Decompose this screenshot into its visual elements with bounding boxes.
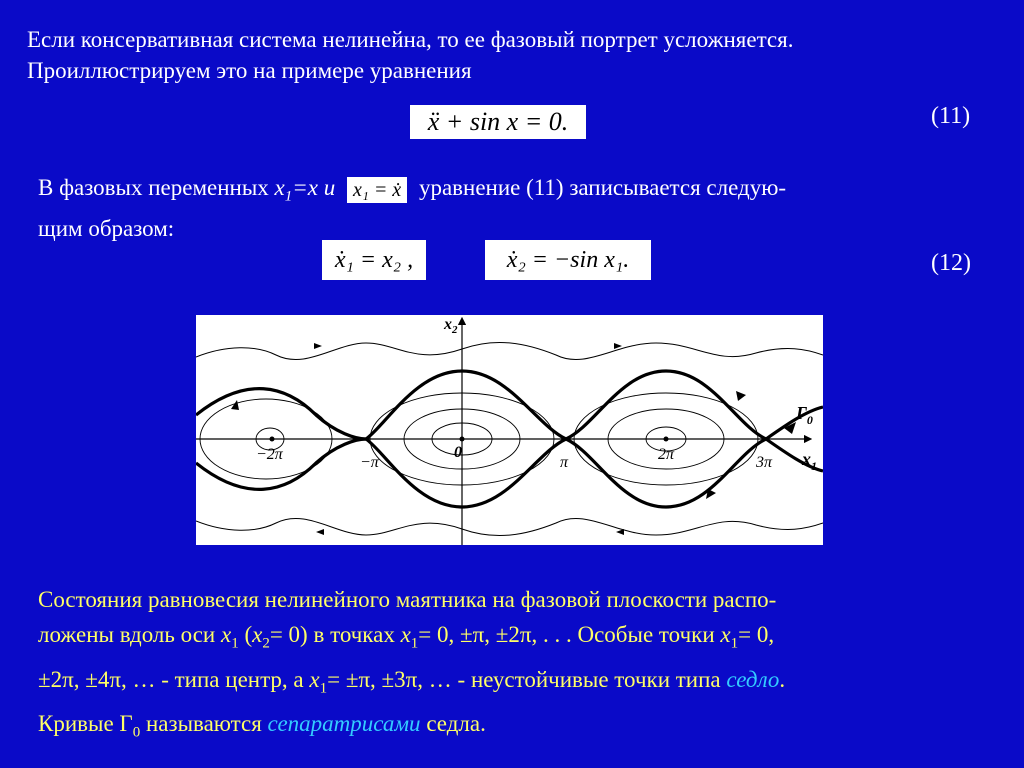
- flow-arrow-top-2: [614, 343, 622, 349]
- equation-11-number: (11): [931, 103, 971, 129]
- phase-sub-1: 1: [284, 188, 293, 205]
- phase-var-x: x: [274, 175, 285, 200]
- label-minus-pi: −π: [360, 454, 379, 471]
- conclusion-paragraph: [38, 582, 998, 751]
- phase-text-2: уравнение (11) записывается следую-: [418, 175, 787, 200]
- center-point-2pi: [664, 437, 669, 442]
- phase-line-2: щим образом:: [38, 215, 175, 241]
- conclusion-line-2: ложены вдоль оси $x_1$ $(x_2= 0)$ в точках $x_1= 0$, ±π, ±2π, . . . Особые точки $x_1= 0$,: [38, 622, 775, 652]
- label-axis-y: $x_2$: [444, 316, 458, 336]
- phase-paragraph: [38, 172, 998, 244]
- equation-11-text: ẍ + sin x = 0.: [427, 107, 569, 136]
- term-separatrices: сепаратрисами: [267, 711, 421, 737]
- equation-11: [410, 105, 586, 139]
- outer-trajectory-bottom: [196, 518, 823, 535]
- term-saddle: седло: [726, 666, 780, 692]
- phase-text-1: В фазовых переменных: [38, 175, 275, 200]
- label-2pi: 2π: [658, 446, 675, 463]
- equation-12a: ẋ₁ = x₂ ,: [322, 240, 426, 280]
- label-gamma: $\Gamma_0$: [796, 403, 813, 427]
- label-pi: π: [560, 454, 569, 471]
- center-point-0: [460, 437, 465, 442]
- equation-12-number: (12): [931, 250, 971, 276]
- equation-12b: ẋ₂ = −sin x₁.: [485, 240, 651, 280]
- flow-arrow-bottom-1: [316, 529, 324, 535]
- center-point-minus2pi: [270, 437, 275, 442]
- conclusion-line-3: ±2π, ±4π, … - типа центр, а $x_1= \pm\pi$, ±3π, … - неустойчивые точки типа седло.: [38, 666, 786, 697]
- label-minus2pi: −2π: [256, 446, 283, 463]
- intro-paragraph: [27, 24, 1002, 86]
- intro-line-2: Проиллюстрируем это на примере уравнения: [27, 58, 472, 83]
- intro-line-1: Если консервативная система нелинейна, то ее фазовый портрет усложняется.: [27, 27, 794, 52]
- outer-trajectory-top: [196, 342, 823, 359]
- flow-arrow-top-1: [314, 343, 322, 349]
- phase-eq-text: =x и: [292, 175, 336, 200]
- phase-portrait-figure: [196, 315, 823, 545]
- flow-arrow-separatrix-2: [736, 391, 746, 401]
- flow-arrow-bottom-2: [616, 529, 624, 535]
- inline-equation: x₁ = ẋ: [347, 177, 407, 203]
- conclusion-line-4: Кривые $Г_0$ называются сепаратрисами седла.: [38, 711, 486, 741]
- label-zero: 0: [454, 444, 462, 461]
- conclusion-line-1: Состояния равновесия нелинейного маятника на фазовой плоскости распо-: [38, 587, 777, 612]
- label-axis-x: $x_1$: [802, 449, 817, 473]
- label-3pi: 3π: [756, 454, 773, 471]
- phase-line-1: [38, 172, 998, 213]
